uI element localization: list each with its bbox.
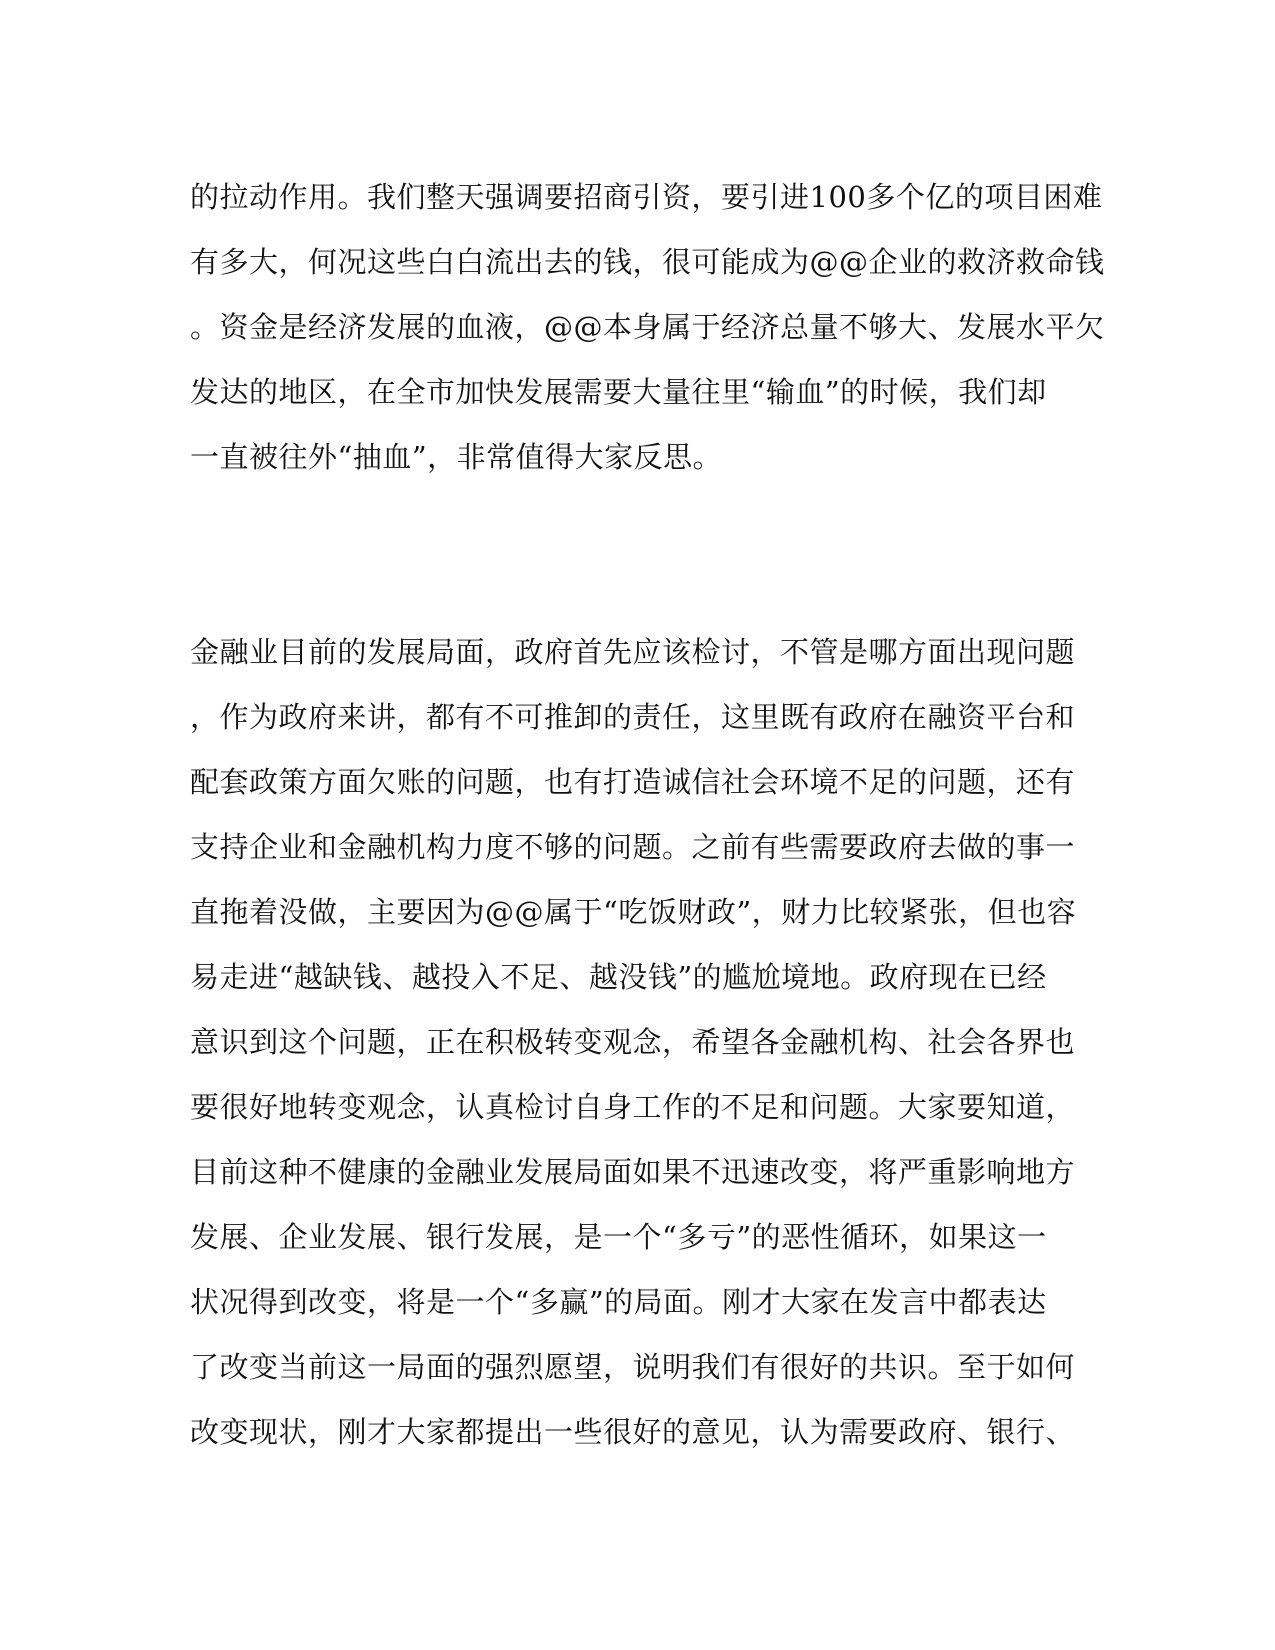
text-line: 发展、企业发展、银行发展，是一个“多亏”的恶性循环，如果这一 xyxy=(190,1220,1047,1254)
text-line: 的拉动作用。我们整天强调要招商引资，要引进100多个亿的项目困难 xyxy=(190,180,1103,214)
text-line: 发达的地区，在全市加快发展需要大量往里“输血”的时候，我们却 xyxy=(190,375,1047,409)
text-line: 。资金是经济发展的血液，@@本身属于经济总量不够大、发展水平欠 xyxy=(190,310,1105,344)
text-line: ，作为政府来讲，都有不可推卸的责任，这里既有政府在融资平台和 xyxy=(190,700,1076,734)
text-line: 要很好地转变观念，认真检讨自身工作的不足和问题。大家要知道， xyxy=(190,1090,1076,1124)
text-line: 支持企业和金融机构力度不够的问题。之前有些需要政府去做的事一 xyxy=(190,830,1076,864)
text-line: 改变现状，刚才大家都提出一些很好的意见，认为需要政府、银行、 xyxy=(190,1415,1076,1449)
text-line: 状况得到改变，将是一个“多赢”的局面。刚才大家在发言中都表达 xyxy=(190,1285,1047,1319)
paragraph-2 xyxy=(190,620,1090,1465)
text-line: 了改变当前这一局面的强烈愿望，说明我们有很好的共识。至于如何 xyxy=(190,1350,1076,1384)
text-line: 易走进“越缺钱、越投入不足、越没钱”的尴尬境地。政府现在已经 xyxy=(190,960,1047,994)
text-line: 一直被往外“抽血”，非常值得大家反思。 xyxy=(190,440,723,474)
text-line: 直拖着没做，主要因为@@属于“吃饭财政”，财力比较紧张，但也容 xyxy=(190,895,1077,929)
text-line: 意识到这个问题，正在积极转变观念，希望各金融机构、社会各界也 xyxy=(190,1025,1076,1059)
text-line: 有多大，何况这些白白流出去的钱，很可能成为@@企业的救济救命钱 xyxy=(190,245,1105,279)
paragraph-1 xyxy=(190,165,1105,490)
text-line: 目前这种不健康的金融业发展局面如果不迅速改变，将严重影响地方 xyxy=(190,1155,1076,1189)
text-line: 配套政策方面欠账的问题，也有打造诚信社会环境不足的问题，还有 xyxy=(190,765,1076,799)
text-line: 金融业目前的发展局面，政府首先应该检讨，不管是哪方面出现问题 xyxy=(190,635,1076,669)
